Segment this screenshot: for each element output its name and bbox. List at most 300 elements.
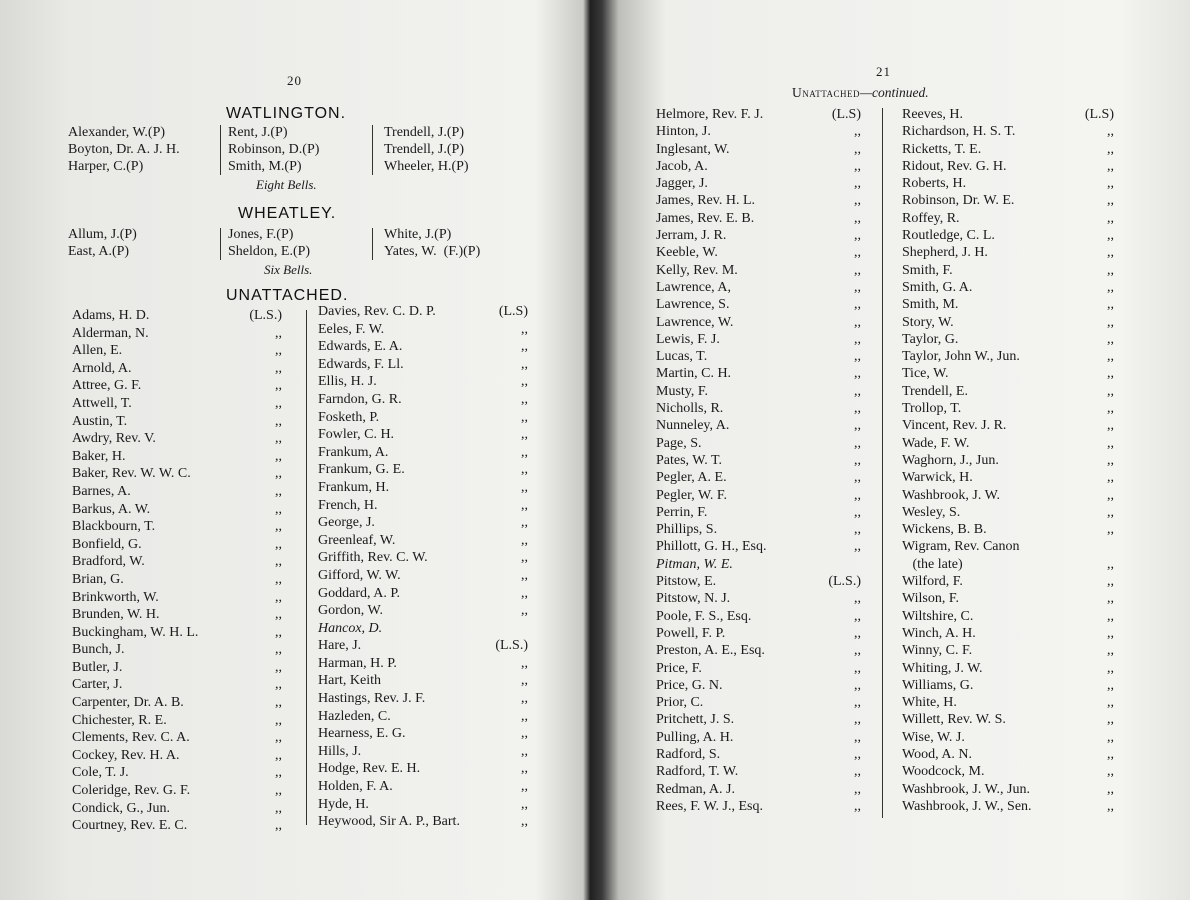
list-item (656, 158, 861, 175)
entry-name: Smith, F. (902, 262, 953, 278)
entry-mark: ,, (1107, 383, 1114, 399)
entry-mark: ,, (1107, 556, 1114, 572)
list-item (68, 226, 216, 243)
entry-mark: ,, (1107, 781, 1114, 797)
entry-name: Hazleden, C. (318, 708, 391, 724)
entry-name: Kelly, Rev. M. (656, 262, 738, 278)
entry-mark: ,, (275, 607, 282, 623)
entry-mark: (P) (302, 142, 320, 157)
list-item (656, 538, 861, 555)
entry-mark: ,, (275, 712, 282, 728)
entry-mark: ,, (275, 360, 282, 376)
entry-name: Harper, C. (68, 159, 127, 174)
entry-mark: ,, (275, 501, 282, 517)
list-item (902, 348, 1114, 365)
entry-name: Bunch, J. (72, 642, 125, 658)
entry-mark: ,, (854, 279, 861, 295)
list-item (318, 796, 528, 814)
list-item (656, 521, 861, 538)
entry-mark: ,, (275, 730, 282, 746)
entry-mark: ,, (1107, 746, 1114, 762)
entry-mark: ,, (521, 391, 528, 407)
page-number: 21 (876, 64, 891, 79)
entry-mark: ,, (275, 783, 282, 799)
list-item (72, 676, 282, 694)
entry-mark: ,, (1107, 625, 1114, 641)
entry-mark: ,, (275, 571, 282, 587)
list-item (72, 360, 282, 378)
list-item (72, 589, 282, 607)
column-divider (372, 125, 373, 175)
entry-mark: (L.S.) (495, 638, 528, 654)
entry-mark: ,, (1107, 470, 1114, 486)
entry-mark: ,, (1107, 764, 1114, 780)
list-item (72, 518, 282, 536)
list-item (902, 538, 1114, 555)
entry-mark: ,, (1107, 401, 1114, 417)
entry-name: Sheldon, E. (228, 244, 293, 259)
entry-name: Edwards, E. A. (318, 339, 403, 355)
entry-mark: ,, (854, 193, 861, 209)
list-item (384, 243, 526, 260)
entry-mark: ,, (521, 779, 528, 795)
list-item (902, 192, 1114, 209)
entry-name: Greenleaf, W. (318, 532, 396, 548)
list-item (902, 642, 1114, 659)
entry-mark: ,, (1107, 210, 1114, 226)
list-item (902, 694, 1114, 711)
entry-mark: ,, (1107, 712, 1114, 728)
entry-name: Gordon, W. (318, 603, 383, 619)
entry-name: Baker, H. (72, 448, 126, 464)
list-item (656, 746, 861, 763)
entry-name: Jones, F. (228, 227, 277, 242)
entry-mark: ,, (854, 643, 861, 659)
entry-name: Fowler, C. H. (318, 427, 395, 443)
list-item (318, 778, 528, 796)
entry-name: Buckingham, W. H. L. (72, 624, 199, 640)
list-item (656, 763, 861, 780)
list-item (228, 124, 364, 141)
entry-name: Clements, Rev. C. A. (72, 730, 190, 746)
entry-mark: ,, (521, 321, 528, 337)
column-divider (882, 108, 883, 818)
entry-name: Tice, W. (902, 366, 949, 382)
list-item (72, 571, 282, 589)
entry-mark: ,, (1107, 176, 1114, 192)
entry-mark: ,, (854, 487, 861, 503)
list-item (656, 296, 861, 313)
entry-mark: (P) (270, 125, 288, 140)
entry-name: Nicholls, R. (656, 401, 724, 417)
entry-name: Keeble, W. (656, 245, 718, 261)
continued-heading (792, 85, 929, 101)
entry-name: Prior, C. (656, 695, 704, 711)
entry-mark: ,, (1107, 643, 1114, 659)
entry-mark: (P) (119, 227, 137, 242)
list-item (902, 210, 1114, 227)
entry-mark: ,, (1107, 574, 1114, 590)
list-item (656, 210, 861, 227)
entry-name: Alderman, N. (72, 325, 149, 341)
list-item (318, 426, 528, 444)
unattached-column-2 (318, 303, 528, 831)
entry-mark: ,, (521, 532, 528, 548)
list-item (318, 760, 528, 778)
entry-name: Wise, W. J. (902, 729, 965, 745)
entry-mark: ,, (854, 383, 861, 399)
entry-name: Williams, G. (902, 677, 974, 693)
list-item (902, 365, 1114, 382)
list-item (656, 331, 861, 348)
entry-name: Roberts, H. (902, 176, 967, 192)
entry-name: Brinkworth, W. (72, 589, 159, 605)
list-item (902, 763, 1114, 780)
entry-name: Hart, Keith (318, 673, 381, 689)
bells-caption-wheatley: Six Bells. (264, 262, 313, 277)
entry-name: Trollop, T. (902, 401, 962, 417)
entry-mark: ,, (854, 366, 861, 382)
entry-mark: ,, (854, 435, 861, 451)
list-item (318, 373, 528, 391)
list-item (656, 452, 861, 469)
column-divider (306, 310, 307, 825)
list-item (318, 303, 528, 321)
list-item (72, 641, 282, 659)
entry-name: Boyton, Dr. A. J. H. (68, 142, 180, 157)
list-item (72, 325, 282, 343)
entry-name: Waghorn, J., Jun. (902, 452, 999, 468)
entry-name: Preston, A. E., Esq. (656, 643, 765, 659)
list-item (318, 321, 528, 339)
entry-mark: ,, (1107, 677, 1114, 693)
entry-mark: ,, (521, 479, 528, 495)
entry-name: Trendell, J. (384, 142, 447, 157)
entry-name: Frankum, A. (318, 444, 389, 460)
page-number: 20 (287, 73, 302, 88)
list-item (68, 158, 216, 175)
watlington-column-3 (384, 124, 526, 175)
list-item (384, 158, 526, 175)
entry-name: Smith, M. (902, 297, 959, 313)
entry-mark: ,, (521, 497, 528, 513)
entry-name: Allum, J. (68, 227, 120, 242)
entry-name: Goddard, A. P. (318, 585, 401, 601)
entry-name: Carpenter, Dr. A. B. (72, 695, 184, 711)
list-item (656, 677, 861, 694)
list-item (902, 141, 1114, 158)
entry-mark: ,, (854, 210, 861, 226)
list-item (72, 448, 282, 466)
entry-mark: ,, (521, 761, 528, 777)
list-item (902, 781, 1114, 798)
entry-name: Reeves, H. (902, 107, 964, 122)
list-item (68, 243, 216, 260)
list-item (656, 365, 861, 382)
entry-name: Griffith, Rev. C. W. (318, 550, 428, 566)
list-item (318, 690, 528, 708)
list-item (318, 356, 528, 374)
entry-mark: ,, (1107, 487, 1114, 503)
entry-mark: (P) (276, 227, 294, 242)
list-item (902, 417, 1114, 434)
list-item (318, 620, 528, 638)
entry-mark: ,, (521, 655, 528, 671)
list-item (902, 314, 1114, 331)
entry-name: Harman, H. P. (318, 655, 397, 671)
entry-name: White, J. (384, 227, 435, 242)
entry-mark: ,, (275, 343, 282, 359)
entry-name: Martin, C. H. (656, 366, 732, 382)
entry-mark: ,, (275, 536, 282, 552)
list-item (656, 504, 861, 521)
list-item (72, 606, 282, 624)
entry-mark: ,, (1107, 297, 1114, 313)
entry-name: Bonfield, G. (72, 536, 142, 552)
entry-name: Courtney, Rev. E. C. (72, 818, 188, 834)
entry-name: Pitstow, N. J. (656, 591, 731, 607)
entry-mark: ,, (1107, 279, 1114, 295)
entry-mark: ,, (854, 504, 861, 520)
entry-name: Story, W. (902, 314, 954, 330)
list-item (902, 487, 1114, 504)
list-item (72, 501, 282, 519)
entry-name: George, J. (318, 515, 375, 531)
entry-name: Wickens, B. B. (902, 522, 987, 538)
entry-name: Price, G. N. (656, 677, 723, 693)
list-item (228, 243, 364, 260)
left-page (0, 0, 585, 900)
wheatley-column-2 (228, 226, 364, 260)
list-item (902, 746, 1114, 763)
entry-mark: ,, (854, 764, 861, 780)
entry-mark: ,, (521, 603, 528, 619)
entry-mark: ,, (854, 712, 861, 728)
entry-name: Price, F. (656, 660, 702, 676)
list-item (72, 782, 282, 800)
list-item (72, 659, 282, 677)
entry-name: Wigram, Rev. Canon (902, 539, 1020, 555)
list-item (72, 764, 282, 782)
entry-name: Adams, H. D. (72, 308, 150, 323)
entry-mark: ,, (854, 608, 861, 624)
entry-mark: ,, (1107, 193, 1114, 209)
entry-mark: ,, (521, 427, 528, 443)
entry-mark: ,, (854, 660, 861, 676)
entry-mark: (P) (446, 142, 465, 157)
list-item (902, 521, 1114, 538)
entry-name: Woodcock, M. (902, 764, 985, 780)
entry-mark: ,, (521, 409, 528, 425)
list-item (902, 677, 1114, 694)
entry-name: Lewis, F. J. (656, 331, 720, 347)
entry-mark: ,, (1107, 660, 1114, 676)
list-item (902, 123, 1114, 140)
entry-mark: ,, (521, 356, 528, 372)
entry-mark: ,, (1107, 798, 1114, 814)
list-item (902, 435, 1114, 452)
entry-mark: ,, (521, 691, 528, 707)
entry-mark: ,, (275, 677, 282, 693)
entry-name: Hinton, J. (656, 124, 711, 140)
list-item (318, 743, 528, 761)
entry-mark: ,, (275, 554, 282, 570)
entry-name: Winny, C. F. (902, 643, 973, 659)
entry-name: Ricketts, T. E. (902, 141, 982, 157)
entry-mark: ,, (275, 395, 282, 411)
list-item (318, 409, 528, 427)
list-item (318, 637, 528, 655)
entry-mark: ,, (854, 245, 861, 261)
entry-name: Jacob, A. (656, 158, 708, 174)
entry-mark: ,, (521, 374, 528, 390)
list-item (656, 192, 861, 209)
entry-name: Hodge, Rev. E. H. (318, 761, 421, 777)
column-divider (220, 125, 221, 175)
list-item (902, 556, 1114, 573)
list-item (318, 338, 528, 356)
list-item (318, 813, 528, 831)
entry-mark: (L.S) (1084, 107, 1114, 122)
entry-mark: ,, (854, 798, 861, 814)
entry-mark: ,, (521, 814, 528, 830)
entry-name: Chichester, R. E. (72, 712, 167, 728)
entry-name: Baker, Rev. W. W. C. (72, 466, 191, 482)
entry-mark: (L.S.) (249, 308, 282, 323)
entry-mark: ,, (1107, 158, 1114, 174)
entry-mark: ,, (275, 413, 282, 429)
list-item (72, 553, 282, 571)
section-heading-watlington: WATLINGTON. (226, 105, 347, 122)
entry-name: Richardson, H. S. T. (902, 124, 1016, 140)
list-item (72, 342, 282, 360)
watlington-column-1 (68, 124, 216, 175)
entry-mark: ,, (521, 796, 528, 812)
entry-name: Blackbourn, T. (72, 519, 156, 535)
entry-mark: ,, (1107, 245, 1114, 261)
list-item (228, 158, 364, 175)
entry-mark: ,, (275, 747, 282, 763)
list-item (656, 694, 861, 711)
list-item (318, 708, 528, 726)
continued-heading-suffix: —continued. (860, 85, 929, 100)
list-item (656, 608, 861, 625)
entry-mark: ,, (521, 567, 528, 583)
entry-name: Wilson, F. (902, 591, 960, 607)
list-item (902, 262, 1114, 279)
entry-mark: ,, (1107, 695, 1114, 711)
list-item (318, 479, 528, 497)
entry-name: Bradford, W. (72, 554, 145, 570)
entry-mark: ,, (1107, 522, 1114, 538)
list-item (656, 123, 861, 140)
list-item (656, 279, 861, 296)
entry-mark: ,, (275, 519, 282, 535)
entry-name: Hills, J. (318, 743, 362, 759)
entry-name: Inglesant, W. (656, 141, 730, 157)
entry-name: Routledge, C. L. (902, 228, 995, 244)
list-item (902, 660, 1114, 677)
entry-name: Arnold, A. (72, 360, 132, 376)
entry-mark: ,, (1107, 452, 1114, 468)
list-item (902, 590, 1114, 607)
entry-mark: (P) (292, 244, 311, 259)
list-item (656, 781, 861, 798)
entry-mark: ,, (1107, 591, 1114, 607)
list-item (318, 391, 528, 409)
entry-mark: (P) (284, 159, 302, 174)
entry-name: Lawrence, A, (656, 279, 732, 295)
entry-mark: ,, (275, 431, 282, 447)
entry-name: Eeles, F. W. (318, 321, 385, 337)
list-item (656, 556, 861, 573)
entry-name: Holden, F. A. (318, 779, 393, 795)
entry-name: Coleridge, Rev. G. F. (72, 783, 191, 799)
unattached-continued-column-2 (902, 106, 1114, 815)
list-item (72, 465, 282, 483)
list-item (318, 461, 528, 479)
entry-name: East, A. (68, 244, 112, 259)
entry-mark: ,, (1107, 331, 1114, 347)
entry-mark: ,, (1107, 228, 1114, 244)
entry-mark: (P) (446, 125, 465, 140)
entry-mark: (P) (434, 227, 452, 242)
list-item (72, 729, 282, 747)
entry-mark: ,, (521, 708, 528, 724)
entry-name: Phillips, S. (656, 522, 718, 538)
wheatley-column-1 (68, 226, 216, 260)
entry-name: Smith, M. (228, 159, 285, 174)
entry-mark: ,, (854, 695, 861, 711)
entry-name: Robinson, D. (228, 142, 303, 157)
list-item (656, 314, 861, 331)
entry-mark: ,, (1107, 124, 1114, 140)
entry-name: Pegler, A. E. (656, 470, 727, 486)
list-item (902, 625, 1114, 642)
entry-name: Condick, G., Jun. (72, 800, 170, 816)
entry-name: Awdry, Rev. V. (72, 431, 156, 447)
entry-name: Pegler, W. F. (656, 487, 728, 503)
list-item (902, 608, 1114, 625)
entry-name: Brunden, W. H. (72, 607, 160, 623)
entry-mark: ,, (521, 550, 528, 566)
entry-mark: ,, (854, 418, 861, 434)
entry-mark: ,, (854, 746, 861, 762)
list-item (318, 514, 528, 532)
entry-name: Phillott, G. H., Esq. (656, 539, 767, 555)
entry-name: Shepherd, J. H. (902, 245, 988, 261)
right-page (600, 0, 1190, 900)
list-item (318, 602, 528, 620)
list-item (318, 497, 528, 515)
entry-name: Page, S. (656, 435, 702, 451)
entry-name: Frankum, H. (318, 479, 390, 495)
list-item (384, 141, 526, 158)
list-item (72, 536, 282, 554)
list-item (902, 175, 1114, 192)
entry-name: Attree, G. F. (72, 378, 142, 394)
entry-name: Barnes, A. (72, 483, 131, 499)
entry-name: Lawrence, W. (656, 314, 734, 330)
entry-name: Ellis, H. J. (318, 374, 377, 390)
entry-name: Hearness, E. G. (318, 726, 406, 742)
entry-mark: ,, (854, 729, 861, 745)
entry-mark: ,, (854, 522, 861, 538)
entry-name: Carter, J. (72, 677, 123, 693)
entry-name: Wiltshire, C. (902, 608, 974, 624)
list-item (656, 262, 861, 279)
list-item (656, 590, 861, 607)
